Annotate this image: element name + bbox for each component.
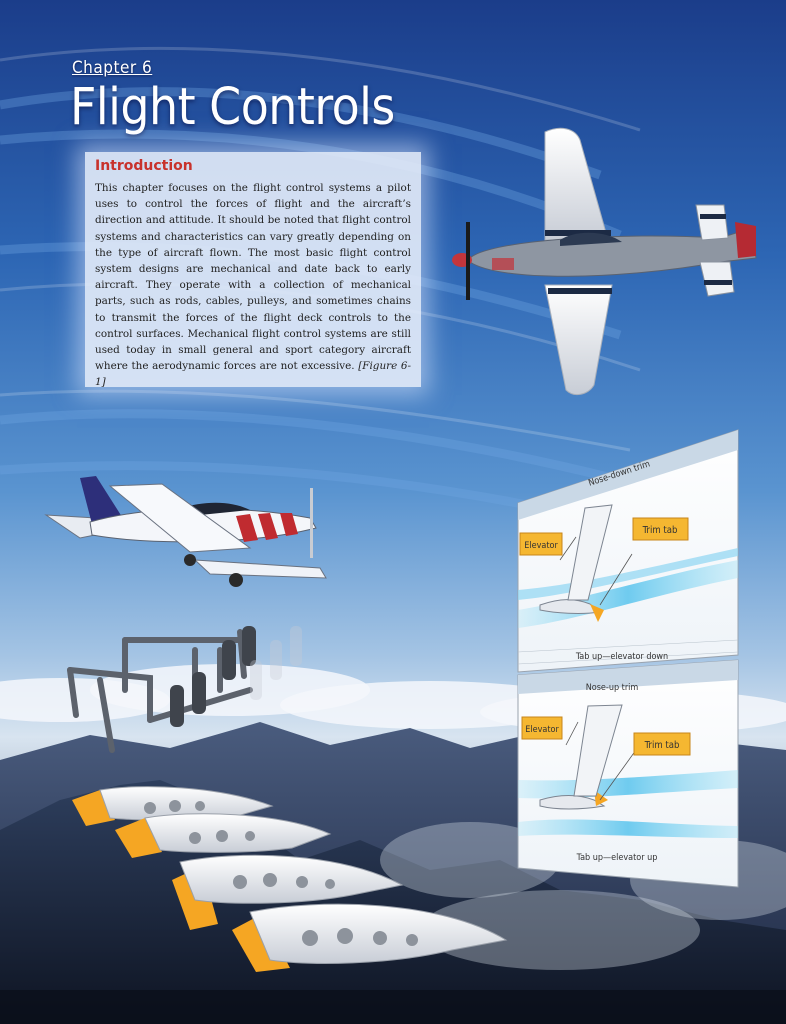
chapter-label: Chapter 6 — [72, 58, 153, 78]
panel2-title: Nose-up trim — [585, 683, 639, 693]
introduction-text: This chapter focuses on the flight control systems a pilot uses to control the forces of flight and the aircraft’s direction and attitude. It should be noted that flight control systems and characteristics can vary greatly depending on the type of aircraft flown. The most basic flight control system designs are mechanical and date back to early aircraft. They operate with a collection of mechanical parts, such as rods, cables, pulleys, and sometimes chains to transmit the forces of the flight deck controls to the control surfaces. Mechanical flight control systems are still used today in small general and sport category aircraft where the aerodynamic forces are not excessive. — [95, 182, 411, 373]
figure-reference: [Figure 6-1] — [95, 360, 411, 389]
panel1-elevator-label: Elevator — [524, 541, 558, 551]
introduction-heading: Introduction — [95, 158, 193, 174]
panel2-trimtab-label: Trim tab — [644, 740, 680, 751]
panel1-caption: Tab up—elevator down — [575, 652, 669, 662]
panel2-caption: Tab up—elevator up — [576, 853, 658, 863]
panel1-title: Nose-down trim — [587, 459, 652, 489]
chapter-title: Flight Controls — [70, 78, 395, 137]
panel1-trimtab-label: Trim tab — [642, 525, 678, 536]
panel2-elevator-label: Elevator — [525, 725, 559, 735]
